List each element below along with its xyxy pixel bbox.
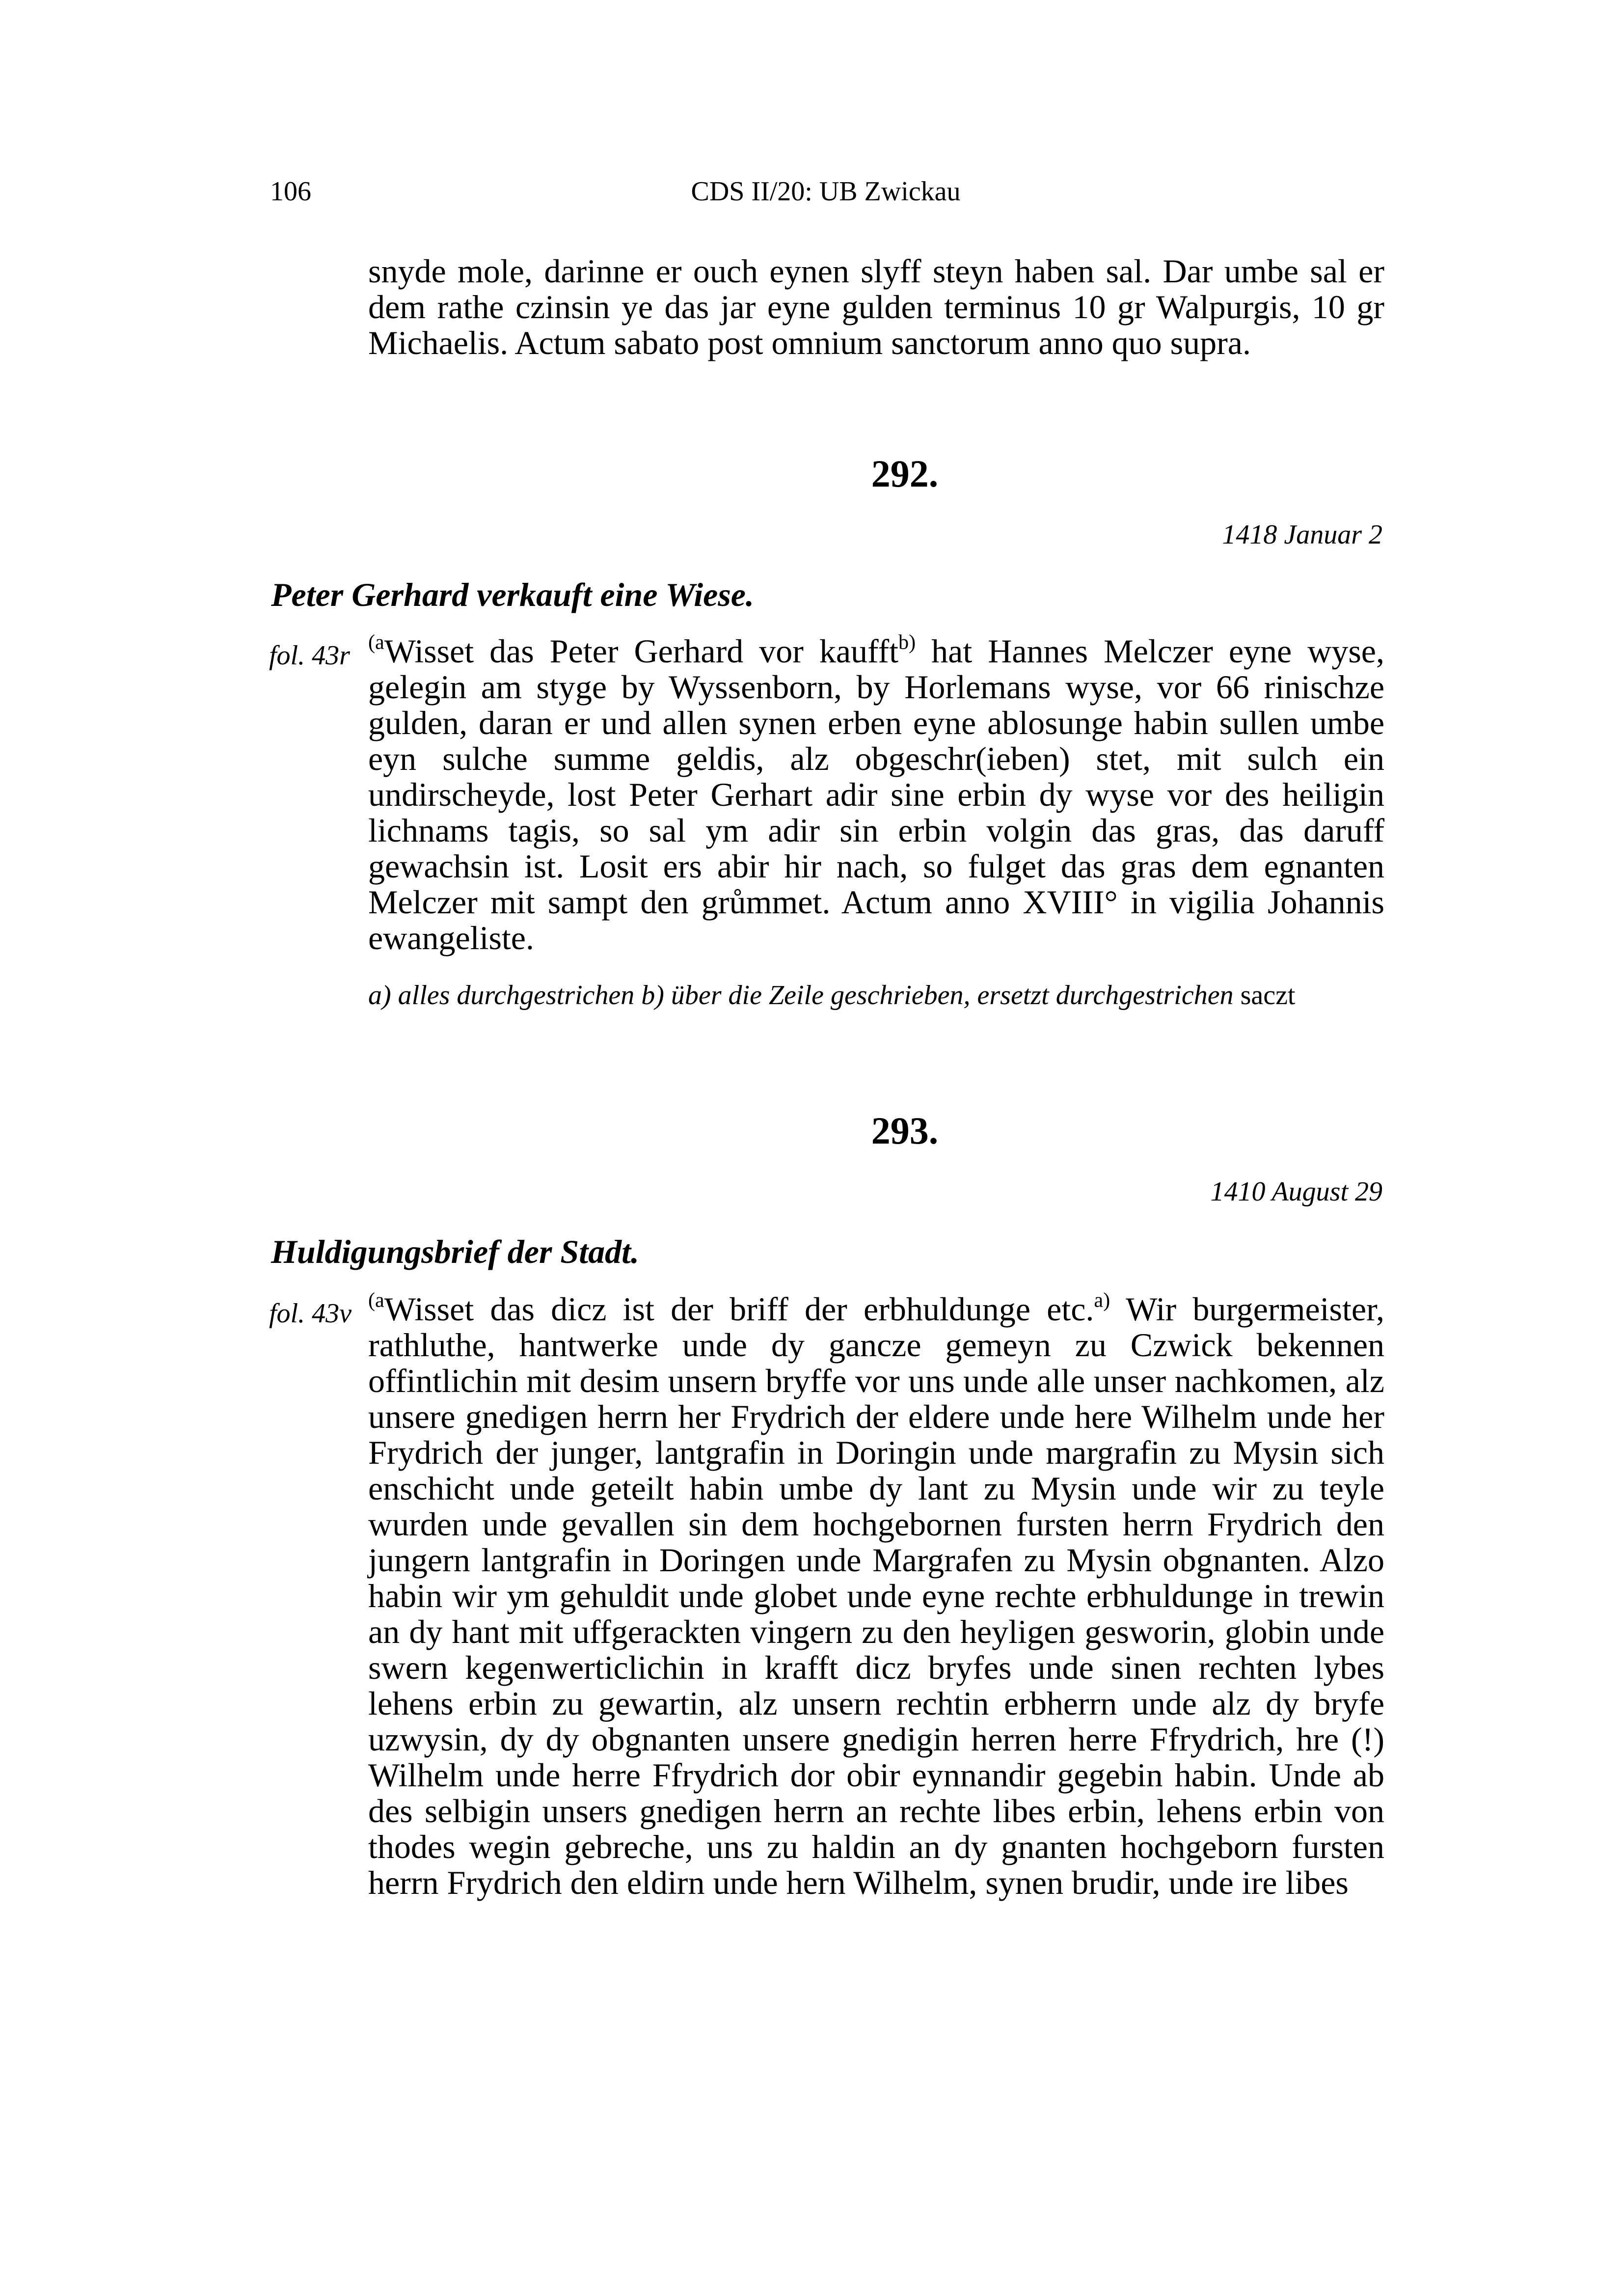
entry-293-title: Huldigungsbrief der Stadt. — [271, 1233, 640, 1270]
entry-292-footnote-plain: saczt — [1233, 980, 1296, 1011]
entry-293-text — [368, 1288, 1385, 1901]
entry-292-footnote-italic: a) alles durchgestrichen b) über die Zeile geschrieben, ersetzt durchgestrichen — [368, 980, 1234, 1011]
entry-293-text-start: Wisset das dicz ist der briff der erbhuldunge etc. — [384, 1290, 1094, 1328]
running-title: CDS II/20: UB Zwickau — [691, 176, 961, 207]
entry-292-folio: fol. 43r — [269, 640, 350, 671]
note-b-marker: b) — [898, 630, 916, 654]
note-a-close-marker: a) — [1094, 1288, 1110, 1312]
entry-293-text-rest: Wir burgermeister, rathluthe, hantwerke unde dy gancze gemeyn zu Czwick bekennen offintlichin mit desim unsern bryffe vor uns unde alle unser nachkomen, alz unsere gnedigen herrn her Frydrich der eldere unde here Wilhelm unde her Frydrich der junger, lantgrafin in Doringin unde margrafin zu Mysin sich enschicht unde geteilt habin umbe dy lant zu Mysin unde wir zu teyle wurden unde gevallen sin dem hochgebornen fursten herrn Frydrich den jungern lantgrafin in Doringen unde Margrafen zu Mysin obgnanten. Alzo habin wir ym gehuldit unde globet unde eyne rechte erbhuldunge in trewin an dy hant mit uffgerackten vingern zu den heyligen gesworin, globin unde swern kegenwerticlichin in krafft dicz bryfes unde sinen rechten lybes lehens erbin zu gewartin, alz unsern rechtin erbherrn unde alz dy bryfe uzwysin, dy dy obgnanten unsere gnedigin herren herre Ffrydrich, hre (!) Wilhelm unde herre Ffrydrich dor obir eynnandir gegebin habin. Unde ab des selbigin unsers gnedigen herrn an rechte libes erbin, lehens erbin von thodes wegin gebreche, uns zu haldin an dy gnanten hochgeborn fursten herrn Frydrich den eldirn unde hern Wilhelm, synen brudir, unde ire libes — [368, 1290, 1385, 1901]
entry-292-paragraph — [368, 630, 1384, 957]
entry-292-text — [368, 630, 1384, 957]
entry-292-title: Peter Gerhard verkauft eine Wiese. — [271, 576, 754, 613]
entry-293-number: 293. — [871, 1109, 939, 1152]
entry-292-text-start: Wisset das Peter Gerhard vor kaufft — [384, 632, 899, 670]
entry-292-number: 292. — [871, 452, 939, 495]
entry-292-footnote — [368, 980, 1295, 1011]
note-a-open-marker: (a — [368, 1288, 384, 1312]
entry-293-folio: fol. 43v — [269, 1298, 352, 1329]
entry-293-paragraph — [368, 1288, 1385, 1901]
page-header — [270, 176, 1381, 215]
entry-292-date: 1418 Januar 2 — [1222, 519, 1382, 550]
continuation-paragraph — [368, 253, 1384, 361]
entry-292-text-rest: hat Hannes Melczer eyne wyse, gelegin am styge by Wyssenborn, by Horlemans wyse, vor 66 rinischze gulden, daran er und allen synen erben eyne ablosunge habin sullen umbe eyn sulche summe geldis, alz obgeschr(ieben) stet, mit sulch ein undirscheyde, lost Peter Gerhart adir sine erbin dy wyse vor des heiligin lichnams tagis, so sal ym adir sin erbin volgin das gras, das daruff gewachsin ist. Losit ers abir hir nach, so fulget das gras dem egnanten Melczer mit sampt den grůmmet. Actum anno XVIII° in vigilia Johannis ewangeliste. — [368, 632, 1384, 957]
entry-293-date: 1410 August 29 — [1210, 1176, 1382, 1207]
note-a-open-marker: (a — [368, 630, 384, 654]
page-number: 106 — [270, 176, 311, 207]
continuation-text: snyde mole, darinne er ouch eynen slyff steyn haben sal. Dar umbe sal er dem rathe czinsin ye das jar eyne gulden terminus 10 gr Walpurgis, 10 gr Michaelis. Actum sabato post omnium sanctorum anno quo supra. — [368, 252, 1384, 361]
